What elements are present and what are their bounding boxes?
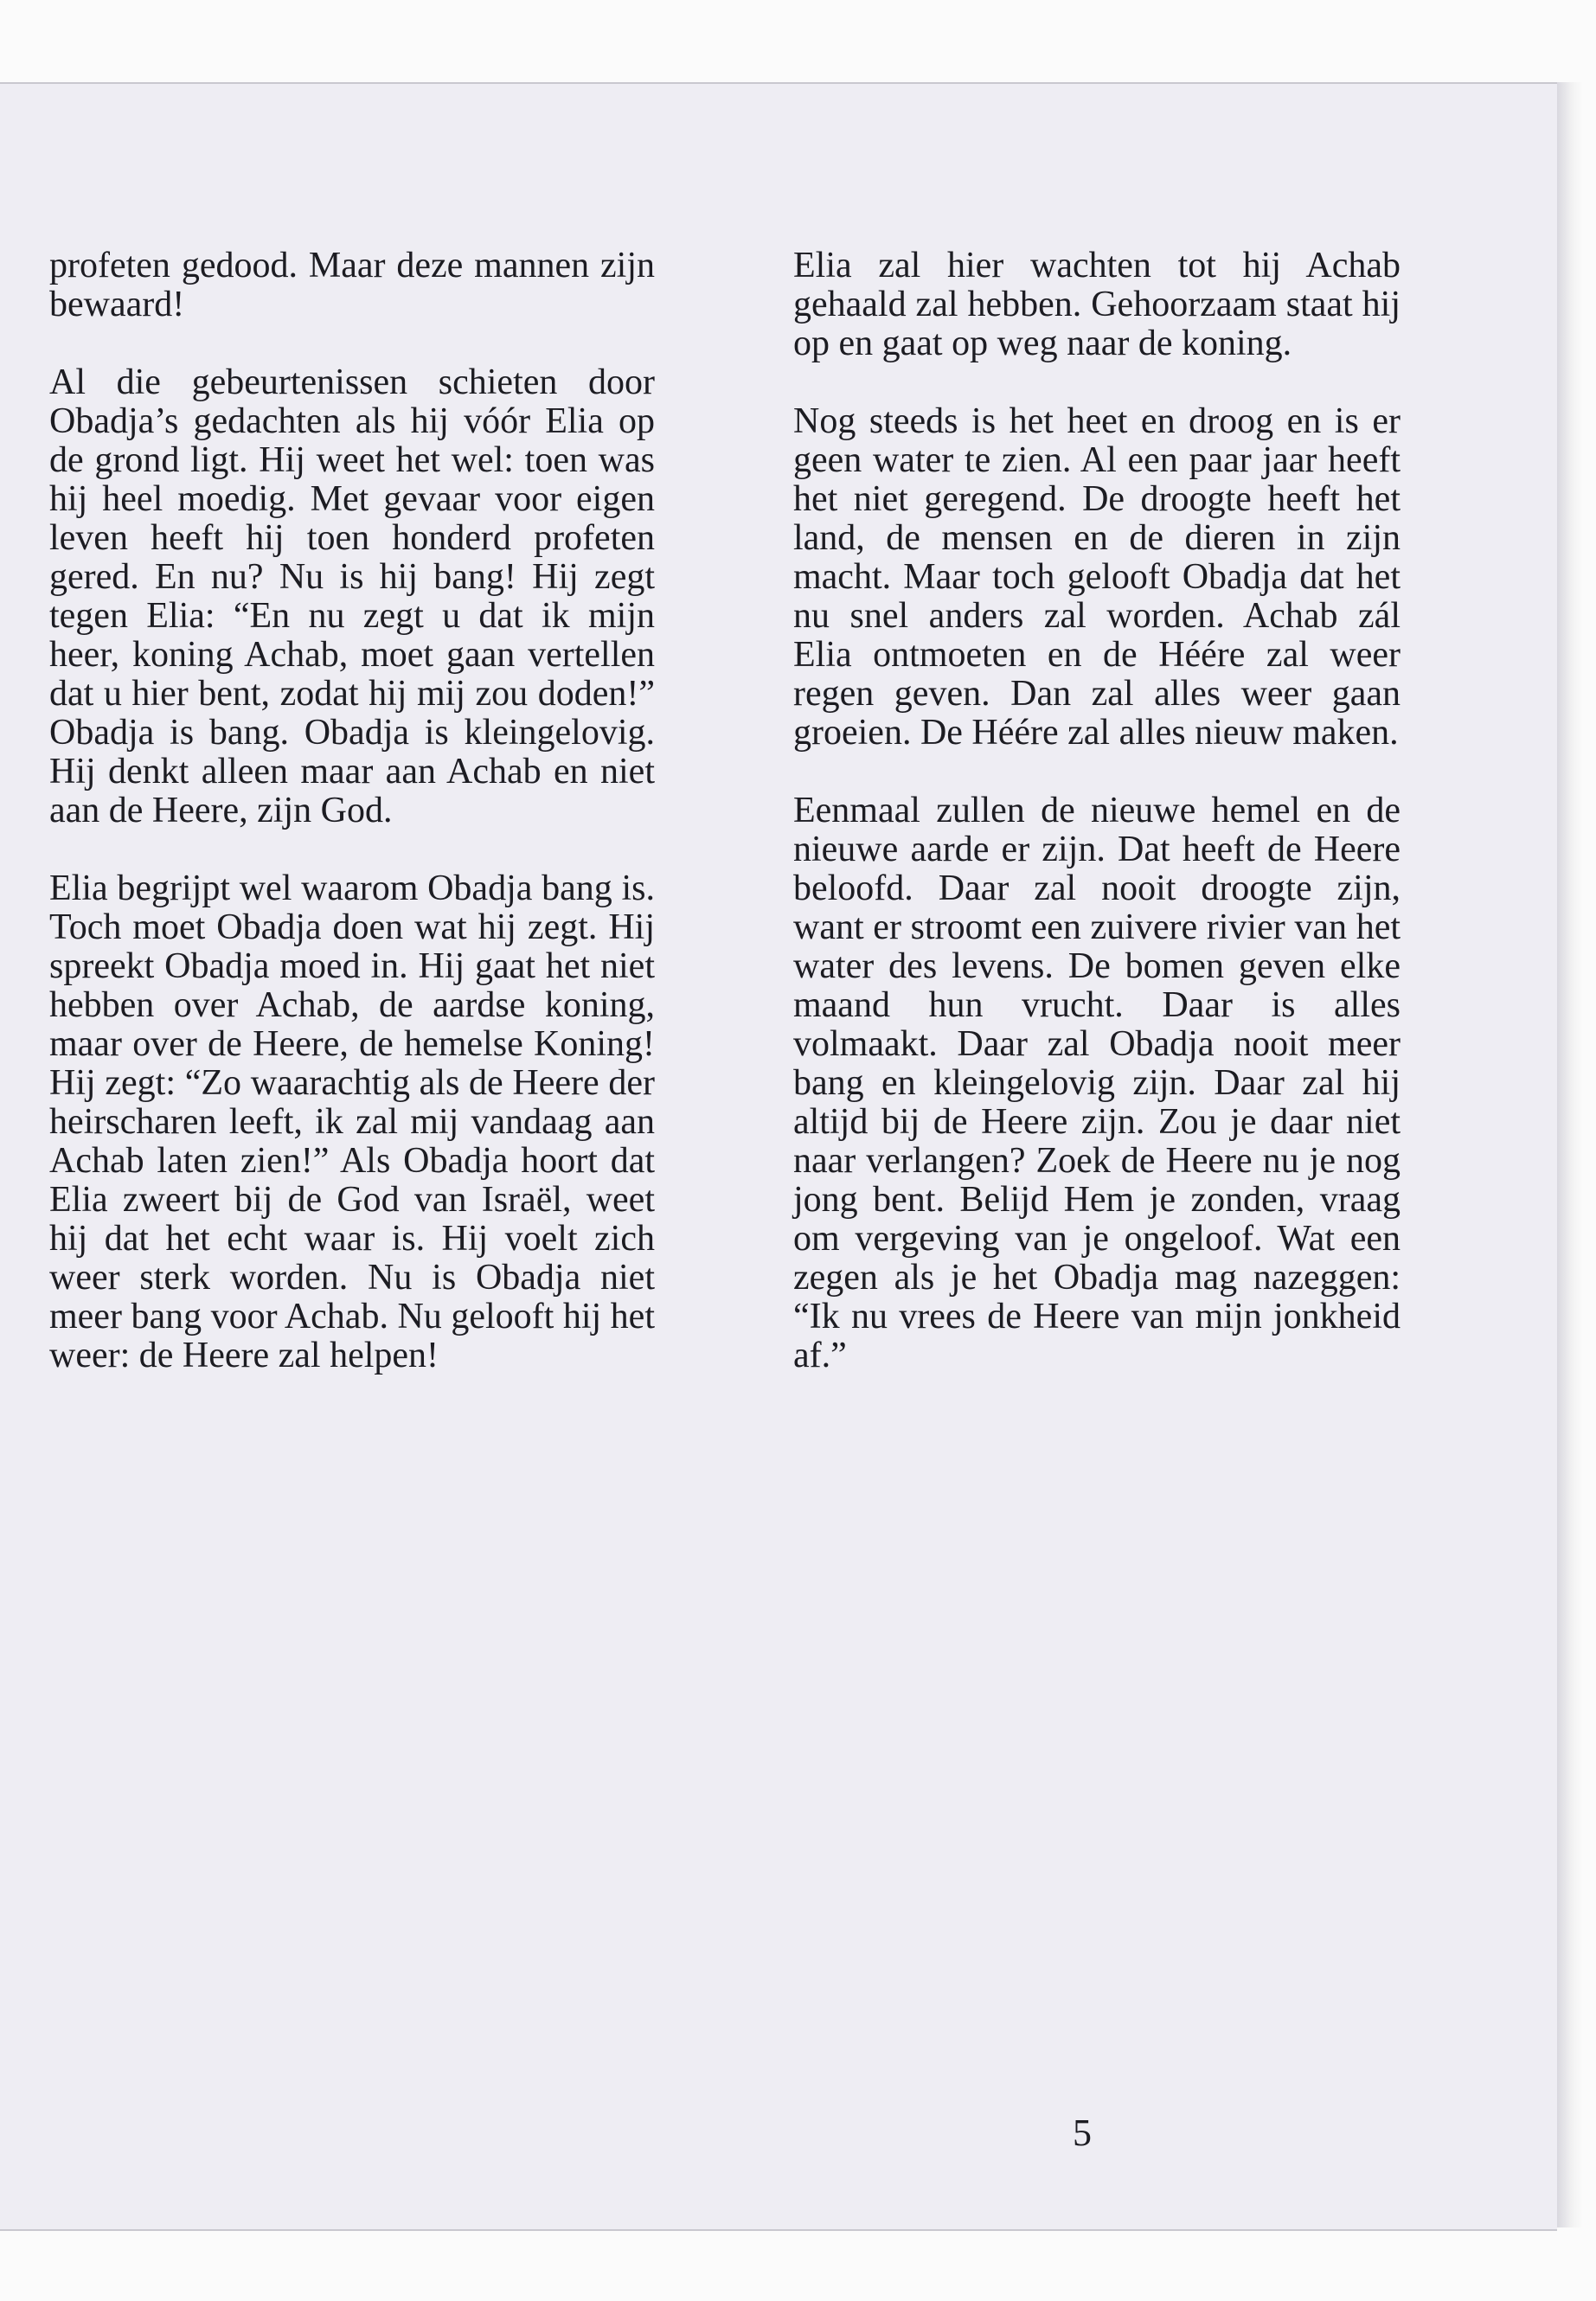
left-paragraph-2: Al die gebeurtenissen schieten door Obadja’s gedachten als hij vóór Elia op de grond ligt. Hij weet het wel: toen was hij heel moedig. Met gevaar voor eigen leven heeft hij toen honderd profeten gered. En nu? Nu is hij bang! Hij zegt tegen Elia: “En nu zegt u dat ik mijn heer, koning Achab, moet gaan vertellen dat u hier bent, zodat hij mij zou doden!” Obadja is bang. Obadja is kleingelovig. Hij denkt alleen maar aan Achab en niet aan de Heere, zijn God. xyxy=(49,362,655,830)
right-paragraph-2: Nog steeds is het heet en droog en is er geen water te zien. Al een paar jaar heeft het niet geregend. De droogte heeft het land, de mensen en de dieren in zijn macht. Maar toch gelooft Obadja dat het nu snel anders zal worden. Achab zál Elia ontmoeten en de Héére zal weer regen geven. Dan zal alles weer gaan groeien. De Héére zal alles nieuw maken. xyxy=(793,401,1401,753)
right-paragraph-1: Elia zal hier wachten tot hij Achab gehaald zal hebben. Gehoorzaam staat hij op en gaat op weg naar de koning. xyxy=(793,246,1401,363)
right-paragraph-3: Eenmaal zullen de nieuwe hemel en de nieuwe aarde er zijn. Dat heeft de Heere beloofd. Daar zal nooit droogte zijn, want er stroomt een zuivere rivier van het water des levens. De bomen geven elke maand hun vrucht. Daar is alles volmaakt. Daar zal Obadja nooit meer bang en kleingelovig zijn. Daar zal hij altijd bij de Heere zijn. Zou je daar niet naar verlangen? Zoek de Heere nu je nog jong bent. Belijd Hem je zonden, vraag om vergeving van je ongeloof. Wat een zegen als je het Obadja mag nazeggen: “Ik nu vrees de Heere van mijn jonkheid af.” xyxy=(793,791,1401,1375)
left-paragraph-1: profeten gedood. Maar deze mannen zijn bewaard! xyxy=(49,246,655,324)
page-number: 5 xyxy=(1073,2112,1092,2154)
left-column xyxy=(49,247,655,1414)
page-edge xyxy=(1557,82,1583,2227)
right-column xyxy=(793,247,1401,1414)
left-paragraph-3: Elia begrijpt wel waarom Obadja bang is. Toch moet Obadja doen wat hij zegt. Hij spreekt Obadja moed in. Hij gaat het niet hebben over Achab, de aardse koning, maar over de Heere, de hemelse Koning! Hij zegt: “Zo waarachtig als de Heere der heirscharen leeft, ik zal mij vandaag aan Achab laten zien!” Als Obadja hoort dat Elia zweert bij de God van Israël, weet hij dat het echt waar is. Hij voelt zich weer sterk worden. Nu is Obadja niet meer bang voor Achab. Nu gelooft hij het weer: de Heere zal helpen! xyxy=(49,868,655,1375)
